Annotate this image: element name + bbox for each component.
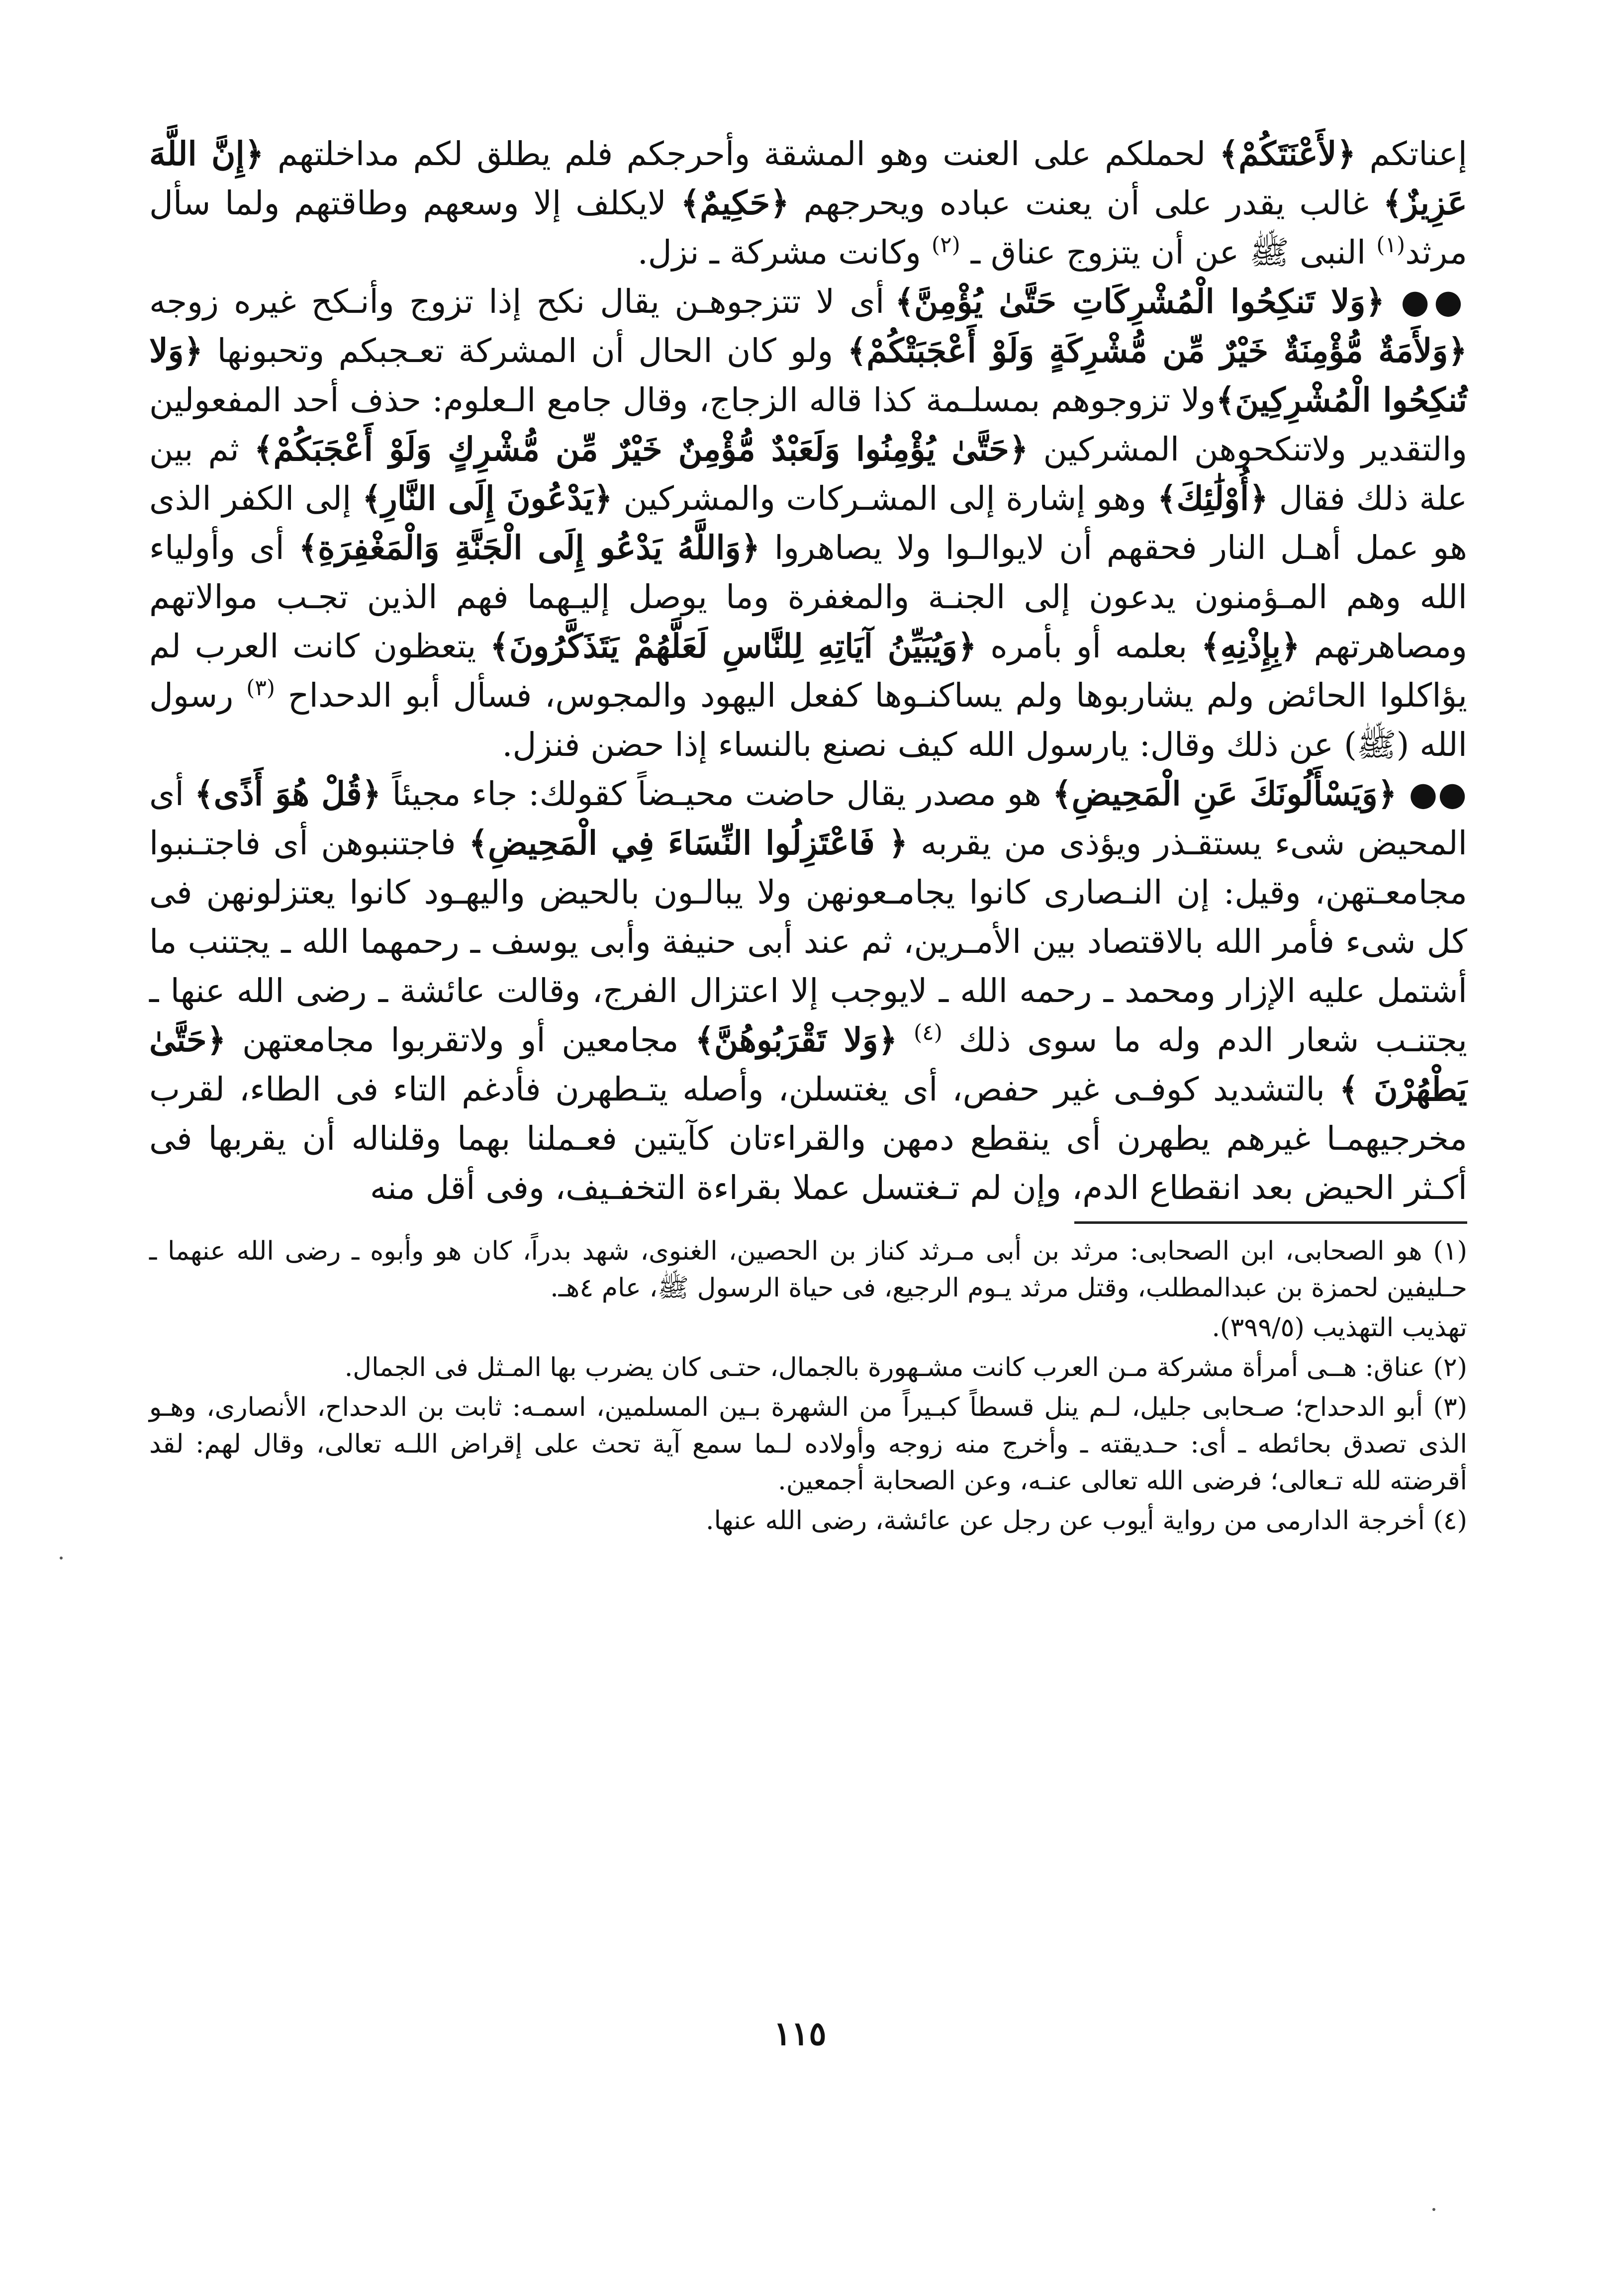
footnote-1-source: تهذيب التهذيب (٣٩٩/٥).: [1212, 1313, 1467, 1343]
quran-quote: ﴿أُوْلَٰئِكَ﴾: [1157, 479, 1269, 518]
footnote-ref: (٤): [913, 1020, 942, 1045]
text-run: غالب يقدر على أن يعنت عباده ويحرجهم: [789, 184, 1383, 222]
text-run: وكانت مشركة ـ نزل.: [637, 233, 932, 272]
footnote-separator: [1074, 1221, 1467, 1224]
paragraph-bullet: ●●: [1385, 282, 1467, 321]
quran-quote: ﴿حَكِيمٌ﴾: [680, 184, 789, 222]
text-run: ثم بين علة ذلك فقال: [149, 430, 1468, 518]
text-run: أى وأولياء الله وهم المـؤمنون يدعون إلى الجنـة والمغفرة وما يوصل إليـهما فهم الذين تجـب موالاتهم ومصاهرتهم: [149, 529, 1467, 665]
text-run: [897, 1021, 914, 1059]
quran-quote: ﴿بِإِذْنِهِ﴾: [1201, 627, 1300, 665]
text-run: لحملكم على العنت وهو المشقة وأحرجكم فلم يطلق لكم مداخلتهم: [264, 135, 1220, 173]
text-run: يتعظون كانت العرب لم يؤاكلوا الحائض ولم يشاربوها ولم يساكنـوها كفعل اليهود والمجوس، فسأل أبو الدحداح: [149, 627, 1468, 715]
footnote-ref: (١): [1376, 232, 1406, 258]
footnote-4: (٤) أخرجة الدارمى من رواية أيوب عن رجل عن عائشة، رضى الله عنها.: [705, 1506, 1467, 1536]
text-run: إعناتكم: [1356, 135, 1467, 173]
text-run: أى لا تتزجوهـن يقال نكح إذا تزوج وأنـكح غيره زوجه: [149, 282, 895, 321]
text-run: إلى الكفر الذى هو عمل أهـل النار فحقهم أن لايوالـوا ولا يصاهروا: [149, 479, 1467, 567]
text-run: هو مصدر يقال حاضت محيـضاً كقولك: جاء مجيئاً: [381, 775, 1052, 813]
quran-quote: ﴿وَلا تَقْرَبُوهُنَّ﴾: [695, 1020, 898, 1059]
text-run: رسول الله (ﷺ) عن ذلك وقال: يارسول الله كيف نصنع بالنساء إذا حضن فنزل.: [149, 676, 1467, 764]
quran-quote: ﴿وَلا تَنكِحُوا الْمُشْرِكَاتِ حَتَّىٰ يُؤْمِنَّ﴾: [895, 282, 1385, 321]
quran-quote: ﴿وَيُبَيِّنُ آيَاتِهِ لِلنَّاسِ لَعَلَّهُمْ يَتَذَكَّرُونَ﴾: [490, 627, 977, 665]
paragraph-1: [149, 129, 1467, 277]
footnotes: [149, 1233, 1467, 1539]
text-run: فاجتنبوهن أى فاجتـنبوا مجامعـتهن، وقيل: إن النـصارى كانوا يجامـعونهن ولا يبالـون بالحيض واليهـود كانوا يعتزلونهن فى كل شىء فأمر الله بالاقتصاد بين الأمـرين، ثم عند أبى حنيفة وأبى يوسف ـ رحمهما الله ـ يجتنب ما أشتمل عليه الإزار ومحمد ـ رحمه الله ـ لايوجب إلا اعتزال الفرج، وقالت عائشة ـ رضى الله عنها ـ يجتنـب شعار الدم وله ما سوى ذلك: [149, 824, 1467, 1059]
quran-quote: ﴿حَتَّىٰ يَطْهُرْنَ ﴾: [149, 1020, 1468, 1108]
quran-quote: ﴿قُلْ هُوَ أَذًى﴾: [194, 774, 381, 813]
scan-speck: [60, 1557, 63, 1560]
quran-quote: ﴿وَيَسْأَلُونَكَ عَنِ الْمَحِيضِ﴾: [1052, 774, 1397, 813]
main-text: [149, 129, 1467, 1212]
page-number: ١١٥: [773, 2014, 827, 2053]
paragraph-bullet: ●●: [1397, 774, 1467, 813]
book-page: [149, 129, 1467, 2243]
quran-quote: ﴿حَتَّىٰ يُؤْمِنُوا وَلَعَبْدٌ مُّؤْمِنٌ خَيْرٌ مِّن مُّشْرِكٍ وَلَوْ أَعْجَبَكُمْ﴾: [254, 430, 1029, 468]
scan-speck: [1432, 2208, 1435, 2211]
quran-quote: ﴿ فَاعْتَزِلُوا النِّسَاءَ فِي الْمَحِيضِ﴾: [469, 824, 908, 862]
quran-quote: ﴿يَدْعُونَ إِلَى النَّارِ﴾: [362, 479, 613, 518]
footnote-2: (٢) عناق: هــى أمرأة مشركة مـن العرب كانت مشـهورة بالجمال، حتـى كان يضرب بها المـثل فى الجمال.: [344, 1353, 1467, 1382]
text-run: ولو كان الحال أن المشركة تعـجبكم وتحبونها: [203, 332, 847, 370]
quran-quote: ﴿إِنَّ اللَّهَ عَزِيزٌ﴾: [149, 134, 1467, 222]
quran-quote: ﴿وَاللَّهُ يَدْعُو إِلَى الْجَنَّةِ وَالْمَغْفِرَةِ﴾: [298, 528, 760, 567]
footnote-ref: (٣): [246, 675, 276, 701]
quran-quote: ﴿وَلا تُنكِحُوا الْمُشْرِكِينَ﴾: [149, 331, 1467, 419]
text-run: مجامعين أو ولاتقربوا مجامعتهن: [226, 1021, 695, 1059]
text-run: لايكلف إلا وسعهم وطاقتهم ولما سأل مرثد: [149, 184, 1467, 272]
paragraph-3: [149, 769, 1467, 1212]
text-run: أى المحيض شىء يستقـذر ويؤذى من يقربه: [149, 775, 1468, 862]
paragraph-2: [149, 277, 1467, 769]
text-run: النبى ﷺ عن أن يتزوج عناق ـ: [960, 233, 1377, 272]
footnote-3: (٣) أبو الدحداح؛ صـحابى جليل، لـم ينل قسطاً كبـيراً من الشهرة بـين المسلمين، اسمـه: ثابت بن الدحداح، الأنصارى، وهـو الذى تصدق بحائطه ـ أى: حـديقته ـ وأخرج منه زوجه وأولاده لـما سمع آية تحث على إقراض اللـه تعالى، وقال لهم: لقد أقرضته لله تـعالى؛ فرضى الله تعالى عنـه، وعن الصحابة أجمعين.: [149, 1392, 1467, 1496]
quran-quote: ﴿وَلأَمَةٌ مُّؤْمِنَةٌ خَيْرٌ مِّن مُّشْرِكَةٍ وَلَوْ أَعْجَبَتْكُمْ﴾: [847, 331, 1467, 370]
footnote-1: (١) هو الصحابى، ابن الصحابى: مرثد بن أبى مـرثد كناز بن الحصين، الغنوى، شهد بدراً، كان هو وأبوه ـ رضى الله عنهما ـ حـليفين لحمزة بن عبدالمطلب، وقتل مرثد يـوم الرجيع، فى حياة الرسول ﷺ، عام ٤هـ.: [149, 1236, 1467, 1303]
text-run: بعلمه أو بأمره: [976, 627, 1201, 665]
footnote-separator-wrap: [149, 1212, 1467, 1233]
footnote-ref: (٢): [931, 232, 960, 258]
text-run: وهو إشارة إلى المشـركات والمشركين: [612, 479, 1157, 518]
text-run: بالتشديد كوفـى غير حفص، أى يغتسلن، وأصله يتـطهرن فأدغم التاء فى الطاء، لقرب مخرجيهمـا غيرهم يطهرن أى ينقطع دمهن والقراءتان كآيتين فعـملنا بهما وقلناله أن يقربها فى أكـثر الحيض بعد انقطاع الدم، وإن لم تـغتسل عملا بقراءة التخفـيف، وفى أقل منه: [149, 1070, 1467, 1207]
text-run: ولا تزوجوهم بمسلـمة كذا قاله الزجاج، وقال جامع الـعلوم: حذف أحد المفعولين والتقدير ولاتنكحوهن المشركين: [149, 381, 1468, 468]
quran-quote: ﴿لأَعْنَتَكُمْ﴾: [1219, 134, 1356, 173]
